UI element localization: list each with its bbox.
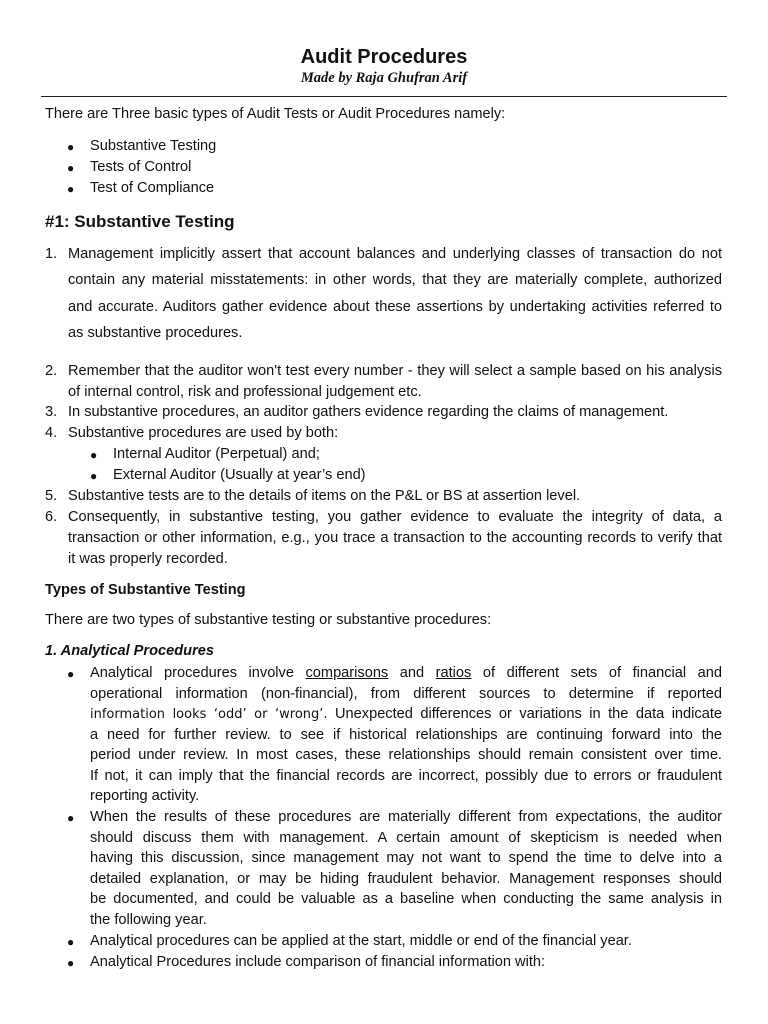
item-number: 2. [45,363,58,379]
bullet-2-line-5: be documented, and could be valuable as a baseline when conducting the same analysis in [90,891,722,907]
intro-item-1: Substantive Testing [90,138,217,154]
item-number: 3. [45,404,58,420]
analytical-procedures-heading: 1. Analytical Procedures [45,643,214,659]
bullet-2-line-6: the following year. [90,912,207,928]
bullet-icon: ● [67,161,75,175]
item-3-line-1: In substantive procedures, an auditor gathers evidence regarding the claims of management. [68,404,669,420]
item-2-line-2: of internal control, risk and professional judgement etc. [68,384,422,400]
bullet-3-line-1: Analytical procedures can be applied at the start, middle or end of the financial year. [90,933,632,949]
types-intro: There are two types of substantive testing or substantive procedures: [45,612,492,628]
bullet-4-line-1: Analytical Procedures include comparison of financial information with: [90,954,546,970]
bullet-1-line-3: information looks ‘odd’ or ‘wrong’. Unexpected differences or variations in the data indicate [90,706,722,722]
item-number: 1. [45,246,58,262]
page-subtitle: Made by Raja Ghufran Arif [300,70,468,86]
bullet-1-line-7: reporting activity. [90,788,200,804]
item-5-line-1: Substantive tests are to the details of items on the P&L or BS at assertion level. [68,488,581,504]
item-1-line-1: Management implicitly assert that account balances and underlying classes of transaction do not [68,246,722,262]
bullet-icon: ● [67,140,75,154]
bullet-1-line-5: period under review. In most cases, these relationships should remain consistent over time. [90,747,722,763]
intro-item-3: Test of Compliance [90,180,215,196]
bullet-icon: ● [67,182,75,196]
intro-text: There are Three basic types of Audit Tests or Audit Procedures namely: [45,106,506,122]
intro-item-2: Tests of Control [90,159,192,175]
item-number: 6. [45,509,58,525]
bullet-2-line-3: having this discussion, since management may not want to spend the time to delve into a [90,850,722,866]
header-divider [41,96,727,97]
bullet-icon: ● [67,811,75,825]
item-6-line-3: it was properly recorded. [68,551,228,567]
bullet-1-line-4: a need for further review. to see if historical relationships are continuing forward into the [90,727,722,743]
bullet-icon: ● [67,956,75,970]
item-4-line-1: Substantive procedures are used by both: [68,425,339,441]
bullet-1-line-1: Analytical procedures involve comparisons and ratios of different sets of financial and [90,665,723,681]
bullet-1-line-6: If not, it can imply that the financial records are incorrect, possibly due to errors or fraudulent [90,768,722,784]
item-6-line-1: Consequently, in substantive testing, you gather evidence to evaluate the integrity of data, a [68,509,722,525]
item-4-sub-1: Internal Auditor (Perpetual) and; [113,446,320,462]
item-2-line-1: Remember that the auditor won't test every number - they will select a sample based on his analysis [68,363,722,379]
section-heading: #1: Substantive Testing [45,212,235,231]
page-title: Audit Procedures [300,46,468,68]
item-number: 4. [45,425,58,441]
bullet-2-line-2: should discuss them with management. A certain amount of skepticism is needed when [90,830,722,846]
item-1-line-2: contain any material misstatements: in other words, that they are materially complete, authorized [68,272,722,288]
bullet-1-line-2: operational information (non-financial), from different sources to determine if reported [90,686,722,702]
item-1-line-3: and accurate. Auditors gather evidence about these assertions by undertaking activities referred to [68,299,722,315]
item-number: 5. [45,488,58,504]
bullet-icon: ● [67,935,75,949]
item-4-sub-2: External Auditor (Usually at year’s end) [113,467,366,483]
bullet-2-line-4: detailed explanation, or may be hiding fraudulent behavior. Management responses should [90,871,722,887]
subsection-heading: Types of Substantive Testing [45,582,246,598]
item-1-line-4: as substantive procedures. [68,325,243,341]
underlined-term: comparisons [305,665,389,681]
bullet-icon: ● [90,448,98,462]
underlined-term: ratios [435,665,472,681]
bullet-icon: ● [90,469,98,483]
bullet-2-line-1: When the results of these procedures are materially different from expectations, the auditor [90,809,722,825]
item-6-line-2: transaction or other information, e.g., you trace a transaction to the accounting records to verify that [68,530,722,546]
bullet-icon: ● [67,667,75,681]
